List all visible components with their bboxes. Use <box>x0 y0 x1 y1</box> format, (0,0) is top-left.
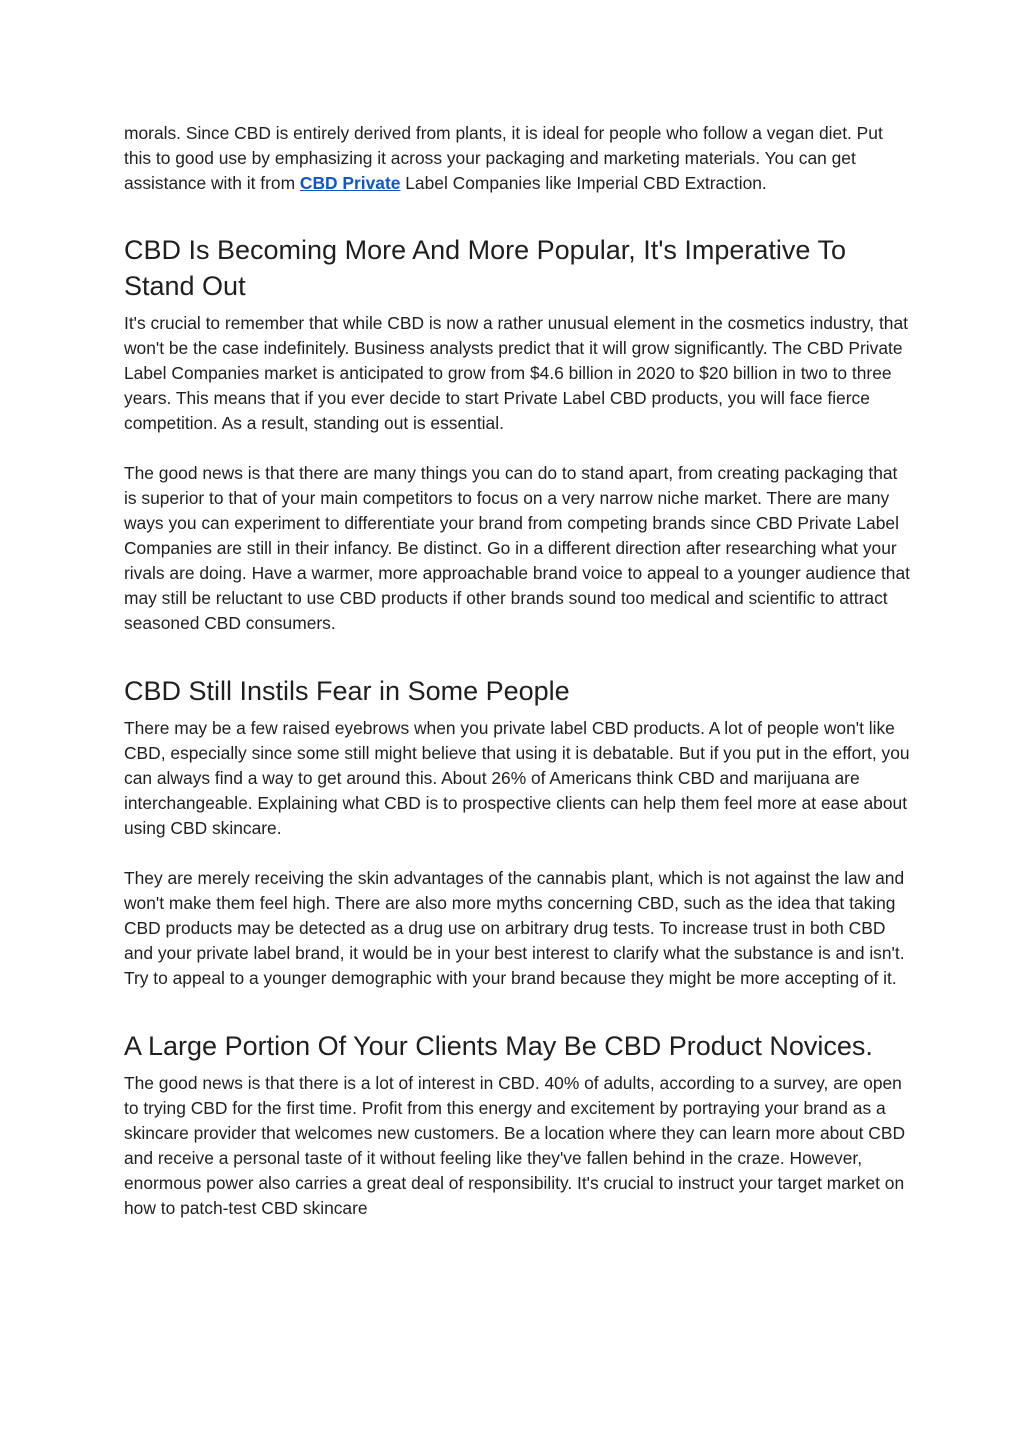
paragraph: The good news is that there are many things you can do to stand apart, from creating packaging that is superior to that of your main competitors to focus on a very narrow niche market. There are many ways you can experiment to differentiate your brand from competing brands since CBD Private Label Companies are still in their infancy. Be distinct. Go in a different direction after researching what your rivals are doing. Have a warmer, more approachable brand voice to appeal to a younger audience that may still be reluctant to use CBD products if other brands sound too medical and scientific to attract seasoned CBD consumers. <box>124 463 910 633</box>
intro-text-before-link: morals. Since CBD is entirely derived from plants, it is ideal for people who follow a vegan diet. Put this to good use by emphasizing it across your packaging and marketing materials. You can get assistance with it from <box>124 123 883 193</box>
section-heading-fear: CBD Still Instils Fear in Some People <box>124 676 570 706</box>
paragraph: The good news is that there is a lot of interest in CBD. 40% of adults, according to a survey, are open to trying CBD for the first time. Profit from this energy and excitement by portraying your brand as a skincare provider that welcomes new customers. Be a location where they can learn more about CBD and receive a personal taste of it without feeling like they've fallen behind in the craze. However, enormous power also carries a great deal of responsibility. It's crucial to instruct your target market on how to patch-test CBD skincare <box>124 1073 906 1218</box>
paragraph: They are merely receiving the skin advantages of the cannabis plant, which is not against the law and won't make them feel high. There are also more myths concerning CBD, such as the idea that taking CBD products may be detected as a drug use on arbitrary drug tests. To increase trust in both CBD and your private label brand, it would be in your best interest to clarify what the substance is and isn't. Try to appeal to a younger demographic with your brand because they might be more accepting of it. <box>124 868 905 988</box>
cbd-private-link[interactable]: CBD Private <box>299 173 401 193</box>
section-heading-novices: A Large Portion Of Your Clients May Be CBD Product Novices. <box>124 1031 873 1061</box>
intro-paragraph <box>124 121 914 196</box>
document-page <box>124 121 914 1221</box>
paragraph: It's crucial to remember that while CBD is now a rather unusual element in the cosmetics industry, that won't be the case indefinitely. Business analysts predict that it will grow significantly. The CBD Private Label Companies market is anticipated to grow from $4.6 billion in 2020 to $20 billion in two to three years. This means that if you ever decide to start Private Label CBD products, you will face fierce competition. As a result, standing out is essential. <box>124 313 908 433</box>
paragraph: There may be a few raised eyebrows when you private label CBD products. A lot of people won't like CBD, especially since some still might believe that using it is debatable. But if you put in the effort, you can always find a way to get around this. About 26% of Americans think CBD and marijuana are interchangeable. Explaining what CBD is to prospective clients can help them feel more at ease about using CBD skincare. <box>124 718 910 838</box>
intro-text-after-link: Label Companies like Imperial CBD Extraction. <box>400 173 767 193</box>
section-heading-stand-out: CBD Is Becoming More And More Popular, It's Imperative To Stand Out <box>124 235 846 301</box>
